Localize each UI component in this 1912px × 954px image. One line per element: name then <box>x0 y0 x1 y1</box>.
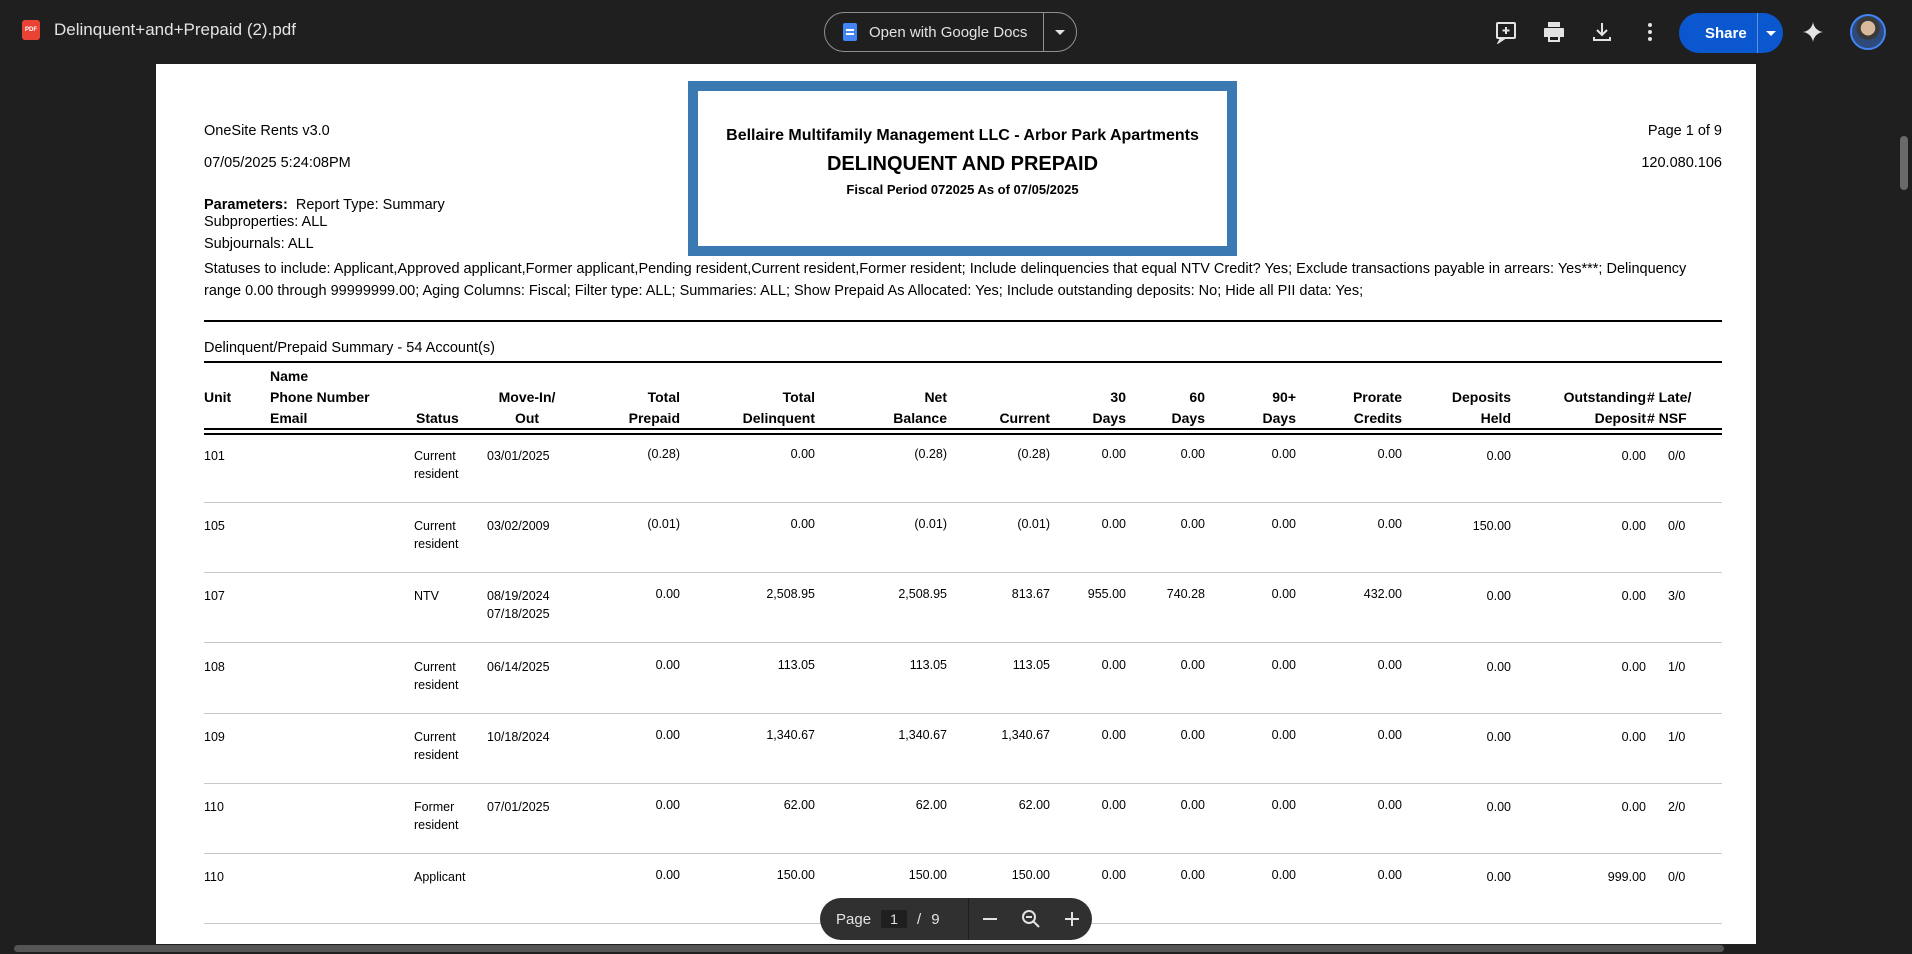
cell-move-in: 06/14/2025 <box>487 659 550 674</box>
col-prorate-line2: Credits <box>1353 410 1402 426</box>
cell-net-balance: (0.28) <box>914 447 947 461</box>
cell-status-line2: resident <box>414 818 459 832</box>
col-30-line1: 30 <box>1110 389 1126 405</box>
col-60-line1: 60 <box>1189 389 1205 405</box>
gemini-icon[interactable] <box>1799 18 1827 46</box>
cell-unit: 107 <box>204 589 225 604</box>
cell-status-line2: resident <box>414 747 459 762</box>
cell-late-nsf: 0/0 <box>1668 870 1686 885</box>
cell-late-nsf: 3/0 <box>1668 589 1686 604</box>
col-outstanding <box>1564 387 1646 429</box>
row-divider <box>204 642 1722 643</box>
report-datetime: 07/05/2025 5:24:08PM <box>204 155 351 171</box>
cell-status: Former <box>414 800 455 814</box>
cell-move-in: 10/18/2024 <box>487 729 550 744</box>
cell-status-line2: resident <box>414 537 459 552</box>
col-prorate <box>1353 387 1402 429</box>
cell-late-nsf: 1/0 <box>1668 729 1686 744</box>
download-icon[interactable] <box>1588 18 1616 46</box>
cell-prepaid: 0.00 <box>655 587 680 602</box>
col-30 <box>1093 387 1126 429</box>
cell-deposits-held: 0.00 <box>1486 870 1511 885</box>
cell-outstanding-deposit: 0.00 <box>1621 589 1646 604</box>
cell-status: Current <box>414 449 456 463</box>
col-delinquent-line1: Total <box>782 389 815 405</box>
software-version: OneSite Rents v3.0 <box>204 123 330 139</box>
col-outstanding-line1: Outstanding <box>1563 389 1646 405</box>
cell-deposits-held: 0.00 <box>1486 800 1511 814</box>
col-name-line3: Email <box>270 410 308 426</box>
cell-current: 1,340.67 <box>1001 727 1050 742</box>
zoom-out-icon[interactable] <box>978 907 1002 931</box>
cell-net-balance: 113.05 <box>909 657 947 672</box>
cell-outstanding-deposit: 0.00 <box>1621 729 1646 744</box>
cell-net-balance: (0.01) <box>914 517 947 532</box>
parameters-label: Parameters: <box>204 197 288 213</box>
cell-prepaid: 0.00 <box>655 868 680 883</box>
col-name-line1: Name <box>270 368 309 384</box>
cell-late-nsf: 1/0 <box>1668 659 1686 674</box>
cell-unit: 108 <box>204 659 225 674</box>
cell-outstanding-deposit: 0.00 <box>1621 800 1646 814</box>
cell-status: Current <box>414 659 456 674</box>
col-prepaid <box>629 387 680 429</box>
cell-prorate-credits: 0.00 <box>1377 447 1402 461</box>
cell-30-days: 955.00 <box>1087 587 1126 602</box>
col-status: Status <box>416 410 459 426</box>
cell-prepaid: (0.01) <box>647 517 680 532</box>
cell-delinquent: 2,508.95 <box>766 587 815 602</box>
page-slash: / <box>917 910 922 928</box>
page-number-input[interactable]: 1 <box>881 910 907 928</box>
print-icon[interactable] <box>1540 18 1568 46</box>
col-unit: Unit <box>204 389 232 405</box>
cell-outstanding-deposit: 999.00 <box>1607 870 1646 885</box>
parameters-value: Report Type: Summary <box>295 197 445 213</box>
add-comment-icon[interactable] <box>1492 18 1520 46</box>
cell-prorate-credits: 0.00 <box>1377 727 1402 742</box>
cell-60-days: 740.28 <box>1166 587 1205 602</box>
cell-deposits-held: 0.00 <box>1486 659 1511 674</box>
share-button[interactable] <box>1679 13 1783 53</box>
col-prorate-line1: Prorate <box>1352 389 1402 405</box>
cell-status: Current <box>414 519 456 534</box>
cell-net-balance: 2,508.95 <box>898 587 947 602</box>
cell-deposits-held: 0.00 <box>1486 449 1511 463</box>
col-move-line1: Move-In/ <box>498 389 556 405</box>
cell-90-days: 0.00 <box>1271 727 1296 742</box>
cell-60-days: 0.00 <box>1180 447 1205 461</box>
cell-delinquent: 0.00 <box>790 447 815 461</box>
col-current: Current <box>999 410 1050 426</box>
col-move-line2: Out <box>514 410 540 426</box>
cell-delinquent: 150.00 <box>776 868 815 883</box>
cell-unit: 105 <box>204 519 225 534</box>
col-net-line2: Balance <box>893 410 947 426</box>
horizontal-scrollbar[interactable] <box>14 945 1724 952</box>
cell-move-in: 08/19/2024 <box>487 589 550 604</box>
cell-90-days: 0.00 <box>1271 447 1296 461</box>
cell-status-line2: resident <box>414 677 459 692</box>
cell-60-days: 0.00 <box>1180 657 1205 672</box>
cell-late-nsf: 0/0 <box>1668 519 1686 534</box>
cell-current: (0.28) <box>1017 447 1050 461</box>
col-60-line2: Days <box>1171 410 1205 426</box>
pdf-icon: PDF <box>22 20 40 40</box>
col-move <box>492 387 562 429</box>
cell-outstanding-deposit: 0.00 <box>1621 519 1646 534</box>
cell-prepaid: 0.00 <box>655 727 680 742</box>
col-90 <box>1263 387 1296 429</box>
open-with-docs-button[interactable] <box>824 12 1077 52</box>
file-name: Delinquent+and+Prepaid (2).pdf <box>54 20 296 39</box>
cell-late-nsf: 0/0 <box>1668 449 1686 463</box>
cell-prepaid: (0.28) <box>647 447 680 461</box>
cell-status: NTV <box>414 589 439 604</box>
col-late-line2: # NSF <box>1647 410 1687 426</box>
cell-30-days: 0.00 <box>1101 657 1126 672</box>
col-deposits <box>1452 387 1511 429</box>
col-deposits-line2: Held <box>1480 410 1511 426</box>
cell-prorate-credits: 0.00 <box>1377 868 1402 883</box>
cell-move-out: 07/18/2025 <box>487 607 550 622</box>
divider <box>204 361 1722 363</box>
cell-unit: 101 <box>204 449 225 463</box>
subjournals: Subjournals: ALL <box>204 236 314 252</box>
cell-prepaid: 0.00 <box>655 657 680 672</box>
cell-outstanding-deposit: 0.00 <box>1621 449 1646 463</box>
cell-status: Applicant <box>414 870 466 885</box>
cell-60-days: 0.00 <box>1180 517 1205 532</box>
col-prepaid-line1: Total <box>647 389 680 405</box>
cell-delinquent: 0.00 <box>790 517 815 532</box>
cell-prorate-credits: 0.00 <box>1377 798 1402 812</box>
cell-90-days: 0.00 <box>1271 587 1296 602</box>
open-with-dropdown[interactable] <box>1044 13 1076 51</box>
cell-status-line2: resident <box>414 467 459 481</box>
cell-current: 150.00 <box>1011 868 1050 883</box>
report-title: DELINQUENT AND PREPAID <box>826 153 1099 175</box>
cell-net-balance: 62.00 <box>915 798 947 812</box>
col-delinquent <box>743 387 815 429</box>
page-indicator-control <box>820 910 968 928</box>
row-divider <box>204 502 1722 503</box>
col-net <box>893 387 947 429</box>
cell-move-in: 03/02/2009 <box>487 519 550 534</box>
cell-60-days: 0.00 <box>1180 868 1205 883</box>
share-label: Share <box>1705 24 1747 42</box>
col-deposits-line1: Deposits <box>1451 389 1511 405</box>
report-id: 120.080.106 <box>1641 155 1722 171</box>
cell-prorate-credits: 432.00 <box>1363 587 1402 602</box>
cell-delinquent: 113.05 <box>777 657 815 672</box>
cell-30-days: 0.00 <box>1101 447 1126 461</box>
cell-unit: 110 <box>204 870 224 885</box>
col-late <box>1647 387 1691 429</box>
summary-title: Delinquent/Prepaid Summary - 54 Account(s) <box>204 340 495 356</box>
cell-unit: 109 <box>204 729 225 744</box>
page-label: Page <box>836 910 872 928</box>
cell-60-days: 0.00 <box>1180 798 1205 812</box>
open-with-docs-label: Open with Google Docs <box>869 23 1028 41</box>
col-name <box>270 366 370 429</box>
chevron-down-icon <box>1766 31 1776 36</box>
zoom-in-icon[interactable] <box>1060 907 1084 931</box>
cell-60-days: 0.00 <box>1180 727 1205 742</box>
cell-prepaid: 0.00 <box>655 798 680 812</box>
avatar[interactable] <box>1850 14 1886 50</box>
col-delinquent-line2: Delinquent <box>742 410 815 426</box>
page-total: 9 <box>931 910 940 928</box>
row-divider <box>204 572 1722 573</box>
cell-current: 62.00 <box>1018 798 1050 812</box>
cell-current: (0.01) <box>1017 517 1050 532</box>
fiscal-period: Fiscal Period 072025 As of 07/05/2025 <box>846 182 1079 197</box>
row-divider <box>204 853 1722 854</box>
subproperties: Subproperties: ALL <box>204 214 328 230</box>
parameters-line <box>204 197 445 213</box>
cell-deposits-held: 0.00 <box>1486 729 1511 744</box>
cell-30-days: 0.00 <box>1101 727 1126 742</box>
col-prepaid-line2: Prepaid <box>628 410 680 426</box>
report-header-box <box>688 81 1237 256</box>
cell-deposits-held: 150.00 <box>1472 519 1511 534</box>
cell-90-days: 0.00 <box>1271 868 1296 883</box>
col-60 <box>1172 387 1205 429</box>
col-30-line2: Days <box>1092 410 1126 426</box>
pdf-viewer[interactable] <box>0 64 1912 954</box>
cell-30-days: 0.00 <box>1101 517 1126 532</box>
more-vert-icon[interactable] <box>1636 18 1664 46</box>
vertical-scrollbar[interactable] <box>1900 136 1908 190</box>
divider <box>204 433 1722 435</box>
page-navigation <box>820 898 1092 940</box>
company-name: Bellaire Multifamily Management LLC - Arbor Park Apartments <box>726 127 1199 144</box>
cell-current: 113.05 <box>1012 657 1050 672</box>
docs-icon <box>843 23 857 41</box>
col-name-line2: Phone Number <box>270 389 370 405</box>
row-divider <box>204 713 1722 714</box>
cell-unit: 110 <box>204 800 224 814</box>
cell-net-balance: 1,340.67 <box>898 727 947 742</box>
top-bar <box>0 0 1912 64</box>
pdf-page <box>156 64 1756 944</box>
col-90-line1: 90+ <box>1272 389 1296 405</box>
chevron-down-icon <box>1055 30 1065 35</box>
divider <box>204 320 1722 322</box>
cell-status: Current <box>414 729 456 744</box>
cell-delinquent: 1,340.67 <box>766 727 815 742</box>
page-indicator: Page 1 of 9 <box>1647 123 1722 139</box>
col-net-line1: Net <box>924 389 947 405</box>
zoom-icon[interactable] <box>1019 907 1043 931</box>
file-info <box>22 20 296 40</box>
cell-90-days: 0.00 <box>1271 657 1296 672</box>
col-outstanding-line2: Deposit <box>1594 410 1646 426</box>
cell-current: 813.67 <box>1011 587 1050 602</box>
cell-move-in: 03/01/2025 <box>487 449 550 463</box>
cell-net-balance: 150.00 <box>908 868 947 883</box>
cell-90-days: 0.00 <box>1271 517 1296 532</box>
cell-outstanding-deposit: 0.00 <box>1621 659 1646 674</box>
cell-90-days: 0.00 <box>1271 798 1296 812</box>
cell-delinquent: 62.00 <box>783 798 815 812</box>
zoom-controls <box>969 907 1092 931</box>
divider <box>204 428 1722 430</box>
cell-deposits-held: 0.00 <box>1486 589 1511 604</box>
cell-prorate-credits: 0.00 <box>1377 657 1402 672</box>
cell-move-in: 07/01/2025 <box>487 800 550 814</box>
row-divider <box>204 783 1722 784</box>
statuses-text: Statuses to include: Applicant,Approved applicant,Former applicant,Pending resident,Current resident,Former resident; Include delinquencies that equal NTV Credit? Yes; Exclude transactions payable in arrears: Yes***; Delinquency range 0.00 through 99999999.00; Aging Columns: Fiscal; Filter type: ALL; Summaries: ALL; Show Prepaid As Allocated: Yes; Include outstanding deposits: No; Hide all PII data: Yes; <box>204 261 1687 299</box>
open-with-docs-main[interactable] <box>825 13 1043 51</box>
col-late-line1: # Late/ <box>1647 389 1692 405</box>
cell-30-days: 0.00 <box>1101 868 1126 883</box>
share-dropdown[interactable] <box>1758 31 1783 36</box>
cell-30-days: 0.00 <box>1101 798 1126 812</box>
col-90-line2: Days <box>1262 410 1296 426</box>
cell-prorate-credits: 0.00 <box>1377 517 1402 532</box>
cell-late-nsf: 2/0 <box>1668 800 1686 814</box>
